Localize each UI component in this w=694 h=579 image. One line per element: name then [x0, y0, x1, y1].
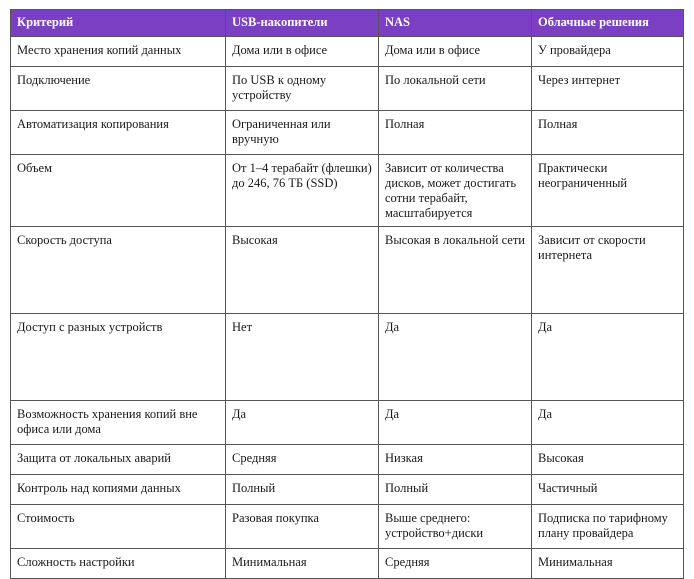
header-usb: USB-накопители — [226, 10, 379, 37]
table-row — [11, 314, 684, 401]
header-nas: NAS — [379, 10, 532, 37]
cell-cloud: Частичный — [532, 475, 684, 505]
cell-criterion: Контроль над копиями данных — [11, 475, 226, 505]
table-header-row — [11, 10, 684, 37]
cell-nas: Да — [379, 314, 532, 401]
cell-cloud: Да — [532, 314, 684, 401]
cell-criterion: Скорость доступа — [11, 227, 226, 314]
cell-cloud: Через интернет — [532, 67, 684, 111]
cell-usb: По USB к одному устройству — [226, 67, 379, 111]
cell-nas: Средняя — [379, 549, 532, 579]
cell-cloud: Минимальная — [532, 549, 684, 579]
cell-usb: Ограниченная или вручную — [226, 111, 379, 155]
cell-nas: Полная — [379, 111, 532, 155]
table-row — [11, 401, 684, 445]
cell-cloud: Полная — [532, 111, 684, 155]
table-row — [11, 67, 684, 111]
table-row — [11, 475, 684, 505]
cell-usb: Разовая покупка — [226, 505, 379, 549]
table-row — [11, 155, 684, 227]
cell-nas: Высокая в локальной сети — [379, 227, 532, 314]
cell-nas: Низкая — [379, 445, 532, 475]
cell-criterion: Сложность настройки — [11, 549, 226, 579]
cell-usb: Средняя — [226, 445, 379, 475]
table-row — [11, 505, 684, 549]
table-row — [11, 37, 684, 67]
cell-usb: Высокая — [226, 227, 379, 314]
cell-criterion: Объем — [11, 155, 226, 227]
cell-cloud: Практически неограниченный — [532, 155, 684, 227]
cell-criterion: Автоматизация копирования — [11, 111, 226, 155]
cell-nas: Выше среднего: устройство+диски — [379, 505, 532, 549]
table-row — [11, 549, 684, 579]
cell-usb: Дома или в офисе — [226, 37, 379, 67]
cell-criterion: Защита от локальных аварий — [11, 445, 226, 475]
cell-criterion: Место хранения копий данных — [11, 37, 226, 67]
cell-nas: Зависит от количества дисков, может достигать сотни терабайт, масштабируется — [379, 155, 532, 227]
cell-nas: Полный — [379, 475, 532, 505]
header-cloud: Облачные решения — [532, 10, 684, 37]
cell-usb: Минимальная — [226, 549, 379, 579]
cell-usb: От 1–4 терабайт (флешки) до 246, 76 ТБ (SSD) — [226, 155, 379, 227]
table-row — [11, 445, 684, 475]
comparison-table-container — [10, 9, 683, 579]
cell-criterion: Возможность хранения копий вне офиса или дома — [11, 401, 226, 445]
header-criterion: Критерий — [11, 10, 226, 37]
cell-cloud: Высокая — [532, 445, 684, 475]
cell-criterion: Подключение — [11, 67, 226, 111]
cell-cloud: Зависит от скорости интернета — [532, 227, 684, 314]
cell-usb: Полный — [226, 475, 379, 505]
cell-nas: По локальной сети — [379, 67, 532, 111]
cell-cloud: Да — [532, 401, 684, 445]
cell-cloud: Подписка по тарифному плану провайдера — [532, 505, 684, 549]
cell-criterion: Стоимость — [11, 505, 226, 549]
comparison-table — [10, 9, 684, 579]
cell-usb: Да — [226, 401, 379, 445]
table-row — [11, 111, 684, 155]
cell-cloud: У провайдера — [532, 37, 684, 67]
cell-nas: Да — [379, 401, 532, 445]
cell-usb: Нет — [226, 314, 379, 401]
cell-criterion: Доступ с разных устройств — [11, 314, 226, 401]
cell-nas: Дома или в офисе — [379, 37, 532, 67]
table-row — [11, 227, 684, 314]
